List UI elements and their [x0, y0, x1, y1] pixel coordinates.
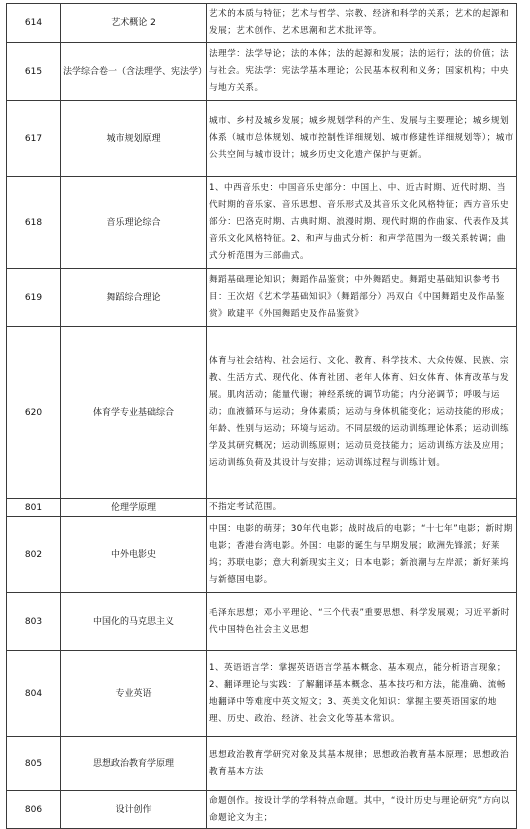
- table-row: [7, 651, 517, 737]
- subject-code: 803: [7, 593, 61, 651]
- subject-code: 801: [7, 499, 61, 517]
- subject-code: 620: [7, 327, 61, 499]
- subject-code: 805: [7, 737, 61, 791]
- table-row: [7, 327, 517, 499]
- subject-name: 专业英语: [61, 651, 207, 737]
- subject-scope: 思想政治教育学研究对象及其基本规律；思想政治教育基本原理；思想政治教育基本方法: [207, 737, 517, 791]
- subject-name: 中外电影史: [61, 517, 207, 593]
- subject-name: 艺术概论 2: [61, 4, 207, 43]
- table-row: [7, 737, 517, 791]
- subject-name: 法学综合卷一（含法理学、宪法学）: [61, 43, 207, 101]
- subject-scope: 体育与社会结构、社会运行、文化、教育、科学技术、大众传媒、民族、宗教、生活方式、现代化、体育社团、老年人体育、妇女体育、体育改革与发展。肌肉活动；能量代谢；神经系统的调节功能；内分泌调节；呼吸与运动；血液循环与运动；身体素质；运动与身体机能变化；运动技能的形成；年龄、性别与运动；环境与运动。不同层级的运动训练理论体系；运动训练学及其研究概况；运动训练原则；运动员竞技能力；运动训练方法及应用；运动训练负荷及其设计与安排；运动训练过程与训练计划。: [207, 327, 517, 499]
- subject-code: 617: [7, 101, 61, 177]
- table-row: [7, 499, 517, 517]
- subject-scope: 法理学：法学导论；法的本体；法的起源和发展；法的运行；法的价值；法与社会。宪法学：宪法学基本理论；公民基本权利和义务；国家机构；中央与地方关系。: [207, 43, 517, 101]
- subject-name: 音乐理论综合: [61, 177, 207, 269]
- subject-scope: 艺术的本质与特征；艺术与哲学、宗教、经济和科学的关系；艺术的起源和发展；艺术创作、艺术思潮和艺术批评等。: [207, 4, 517, 43]
- subject-name: 体育学专业基础综合: [61, 327, 207, 499]
- subject-scope: 城市、乡村及城乡发展；城乡规划学科的产生、发展与主要理论；城乡规划体系（城市总体规划、城市控制性详细规划、城市修建性详细规划等）；城市公共空间与城市设计；城乡历史文化遗产保护与更新。: [207, 101, 517, 177]
- table-row: [7, 101, 517, 177]
- subject-name: 城市规划原理: [61, 101, 207, 177]
- subject-scope: 舞蹈基础理论知识；舞蹈作品鉴赏；中外舞蹈史。舞蹈史基础知识参考书目：王次炤《艺术学基础知识》（舞蹈部分）冯双白《中国舞蹈史及作品鉴赏》欧建平《外国舞蹈史及作品鉴赏》: [207, 269, 517, 327]
- subject-code: 804: [7, 651, 61, 737]
- subject-scope: 1、英语语言学：掌握英语语言学基本概念、基本观点，能分析语言现象；2、翻译理论与实践：了解翻译基本概念、基本技巧和方法，能准确、流畅地翻译中等难度中英文短文；3、英美文化知识：掌握主要英语国家的地理、历史、政治、经济、社会文化等基本常识。: [207, 651, 517, 737]
- table-row: [7, 43, 517, 101]
- subject-scope: 中国：电影的萌芽；30年代电影；战时战后的电影；“十七年”电影；新时期电影；香港台湾电影。外国：电影的诞生与早期发展；欧洲先锋派；好莱坞；苏联电影；意大利新现实主义；日本电影；新浪潮与左岸派；新好莱坞与新德国电影。: [207, 517, 517, 593]
- subject-scope: 1、中西音乐史：中国音乐史部分：中国上、中、近古时期、近代时期、当代时期的音乐家、音乐思想、音乐形式及其音乐文化风格特征；西方音乐史部分：巴洛克时期、古典时期、浪漫时期、现代时期的作曲家、代表作及其音乐文化风格特征。2、和声与曲式分析：和声学范围为一级关系转调；曲式分析范围为三部曲式。: [207, 177, 517, 269]
- table-row: [7, 4, 517, 43]
- subject-name: 舞蹈综合理论: [61, 269, 207, 327]
- subject-name: 思想政治教育学原理: [61, 737, 207, 791]
- subject-code: 619: [7, 269, 61, 327]
- subject-code: 615: [7, 43, 61, 101]
- table-row: [7, 791, 517, 829]
- subject-scope: 不指定考试范围。: [207, 499, 517, 517]
- table-row: [7, 517, 517, 593]
- subject-code: 618: [7, 177, 61, 269]
- exam-subject-table: [6, 3, 517, 829]
- subject-code: 614: [7, 4, 61, 43]
- subject-scope: 命题创作。按设计学的学科特点命题。其中，“设计历史与理论研究”方向以命题论文为主；: [207, 791, 517, 829]
- subject-name: 设计创作: [61, 791, 207, 829]
- subject-code: 802: [7, 517, 61, 593]
- subject-scope: 毛泽东思想；邓小平理论、“三个代表”重要思想、科学发展观；习近平新时代中国特色社会主义思想: [207, 593, 517, 651]
- subject-name: 伦理学原理: [61, 499, 207, 517]
- table-row: [7, 593, 517, 651]
- subject-name: 中国化的马克思主义: [61, 593, 207, 651]
- subject-code: 806: [7, 791, 61, 829]
- table-row: [7, 269, 517, 327]
- table-row: [7, 177, 517, 269]
